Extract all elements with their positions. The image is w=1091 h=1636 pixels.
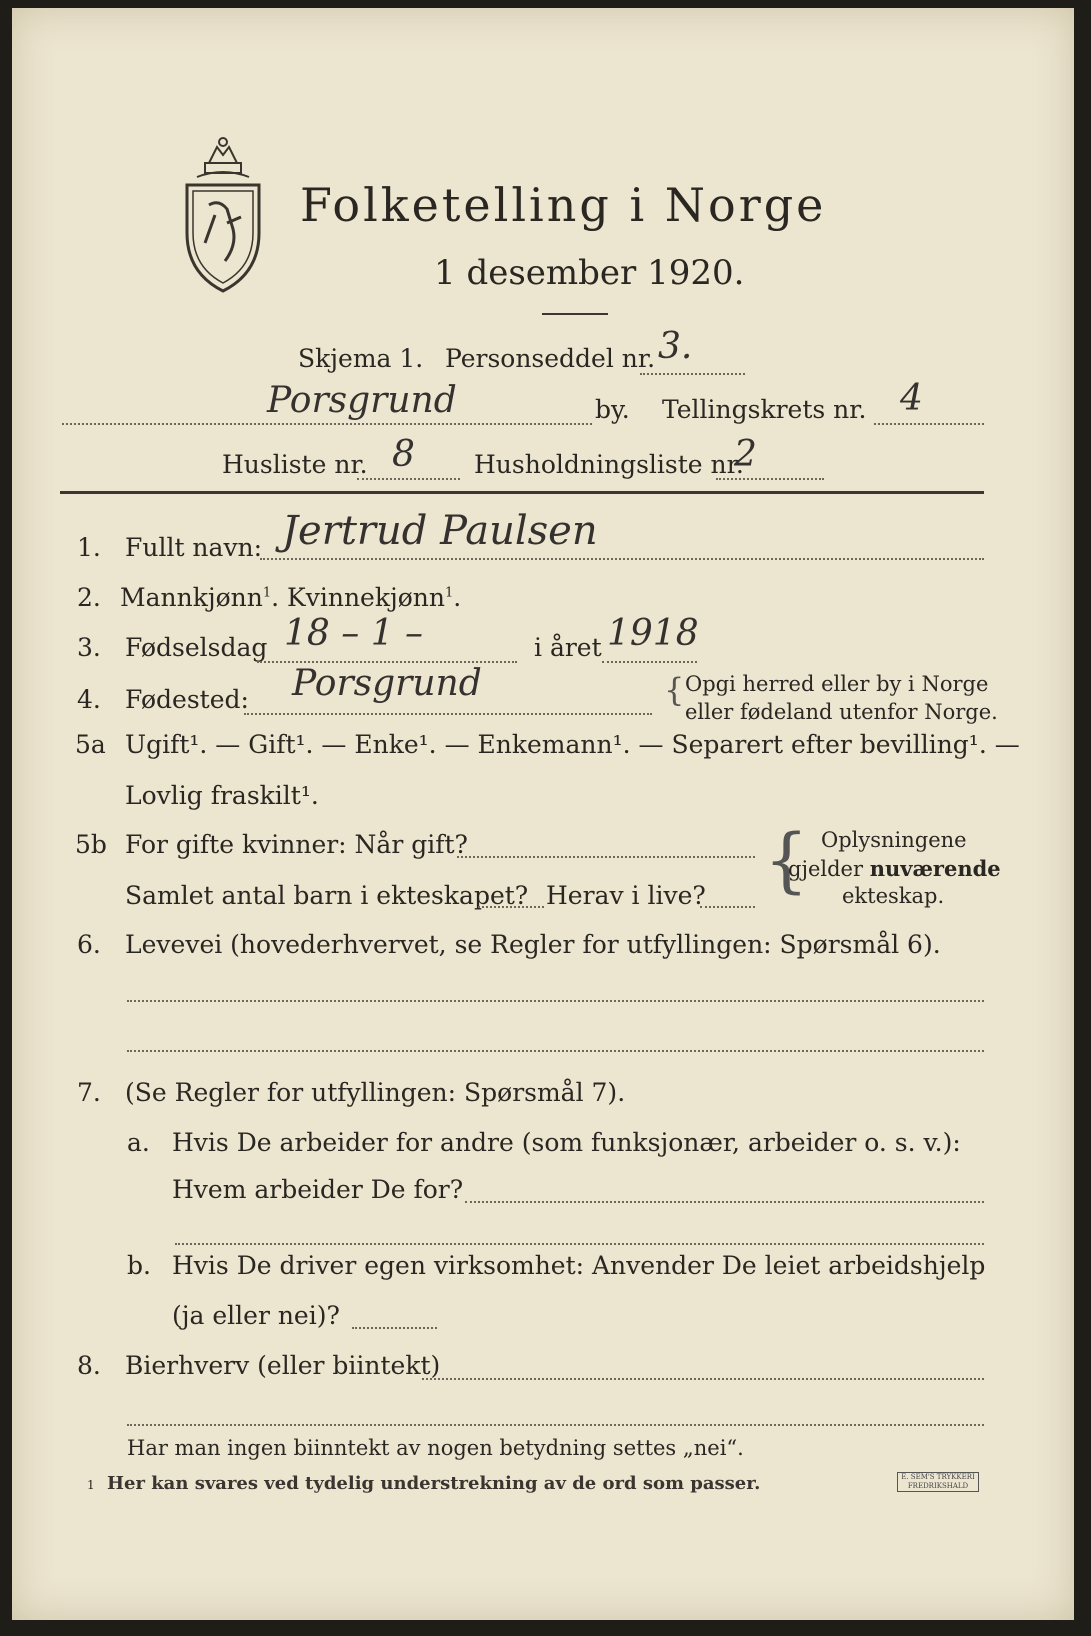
q5b-label-alive: Herav i live? [546,881,706,910]
by-label: by. [595,395,630,424]
q4-value: Porsgrund [292,663,482,704]
husliste-label: Husliste nr. [222,450,368,479]
q5b-label-when: For gifte kvinner: Når gift? [125,830,468,859]
q3-label: Fødselsdag [125,633,268,662]
q7b-line [352,1327,437,1329]
q7b-line1: Hvis De driver egen virksomhet: Anvender De leiet arbeidshjelp [172,1251,986,1280]
husliste-line [357,478,460,480]
q6-number: 6. [77,930,101,959]
personseddel-label: Personseddel nr. [445,344,656,373]
q5b-children-line [478,906,544,908]
q4-line [244,713,652,715]
q4-brace: { [664,671,685,709]
tellingskrets-label: Tellingskrets nr. [662,395,867,424]
q5a-line2: Lovlig fraskilt¹. [125,781,319,810]
census-date: 1 desember 1920. [434,253,745,293]
q3-year-label: i året [534,633,602,662]
q5b-number: 5b [75,830,107,859]
q5b-note-1: Oplysningene [821,828,967,852]
q4-label: Fødested: [125,685,249,714]
q7b-line2: (ja eller nei)? [172,1301,340,1330]
q8-label: Bierhverv (eller biintekt) [125,1351,441,1380]
q6-line-2 [127,1050,984,1052]
q3-year-value: 1918 [607,613,699,654]
q2-female-option: Kvinnekjønn [287,583,445,612]
tellingskrets-line [874,423,984,425]
census-form [12,8,1074,1620]
q6-label: Levevei (hovederhvervet, se Regler for utfyllingen: Spørsmål 6). [125,930,941,959]
q5a-line1: Ugift¹. — Gift¹. — Enke¹. — Enkemann¹. — Separert efter bevilling¹. — [125,730,1020,759]
q5b-brace: { [764,819,809,901]
q7-number: 7. [77,1078,101,1107]
q2-options: Mannkjønn$^1$. Kvinnekjønn$^1$. [120,583,462,612]
q7a-line [465,1201,984,1203]
q1-label: Fullt navn: [125,533,263,562]
q8-number: 8. [77,1351,101,1380]
q7b-letter: b. [127,1251,151,1280]
q2-male-option: Mannkjønn [120,583,263,612]
q8-line [422,1378,984,1380]
form-title: Folketelling i Norge [300,178,827,232]
q5b-label-children: Samlet antal barn i ekteskapet? [125,881,529,910]
printer-stamp-line2: FREDRIKSHALD [907,1482,969,1490]
q5b-when-line [457,856,755,858]
header-rule [60,491,984,494]
q1-number: 1. [77,533,101,562]
town-line [62,423,592,425]
q1-value: Jertrud Paulsen [282,508,598,554]
q4-number: 4. [77,685,101,714]
printer-stamp [897,1472,979,1492]
tellingskrets-value: 4 [900,378,923,419]
q5b-note-3: ekteskap. [842,884,945,908]
q7a-line1: Hvis De arbeider for andre (som funksjonær, arbeider o. s. v.): [172,1128,961,1157]
q1-line [260,558,984,560]
q8-note: Har man ingen biinntekt av nogen betydning settes „nei“. [127,1436,744,1460]
footnote-text: Her kan svares ved tydelig understrekning av de ord som passer. [107,1473,761,1494]
q7a-line-2 [175,1243,984,1245]
q7a-line2: Hvem arbeider De for? [172,1175,464,1204]
footnote-mark: 1 [87,1478,95,1492]
coat-of-arms-icon [177,133,269,293]
q8-line-2 [127,1424,984,1426]
personseddel-line [640,373,745,375]
printer-stamp-line1: E. SEM'S TRYKKERI [901,1473,975,1481]
q4-note-2: eller fødeland utenfor Norge. [685,700,998,724]
schema-label: Skjema 1. [298,344,424,373]
husholdning-label: Husholdningsliste nr. [474,450,744,479]
husholdning-value: 2 [734,434,757,475]
q3-year-line [602,661,697,663]
q2-number: 2. [77,583,101,612]
q5b-note-2: gjelder nuværende [788,856,1001,881]
town-value: Porsgrund [267,380,457,421]
husliste-value: 8 [392,434,415,475]
personseddel-value: 3. [658,326,693,367]
title-divider [542,313,608,315]
q6-line-1 [127,1000,984,1002]
q3-number: 3. [77,633,101,662]
q3-value: 18 – 1 – [284,613,424,654]
q7a-letter: a. [127,1128,150,1157]
husholdning-line [716,478,824,480]
q4-note-1: Opgi herred eller by i Norge [685,672,989,696]
q7-label: (Se Regler for utfyllingen: Spørsmål 7). [125,1078,626,1107]
q5b-alive-line [700,906,755,908]
q5a-number: 5a [75,730,106,759]
